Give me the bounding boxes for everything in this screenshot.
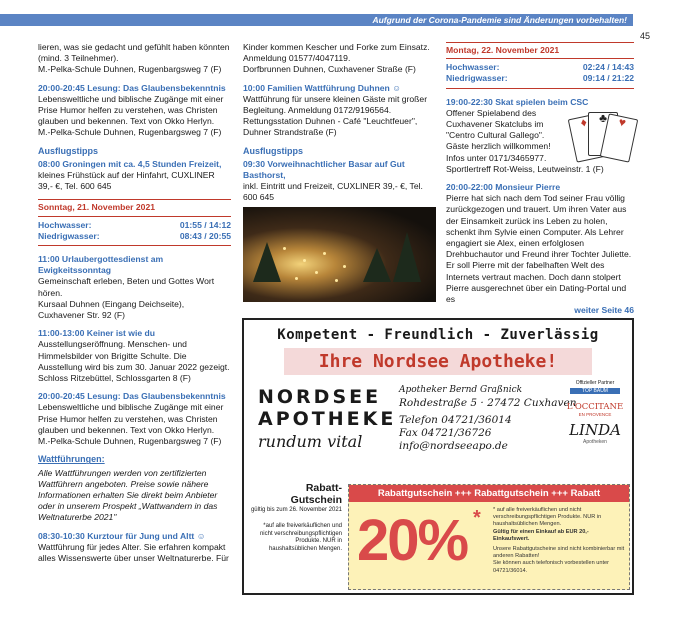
event-text: Ausstellungseröffnung. Menschen- und Himmelsbilder von Brigitte Schulte. Die Ausstellung wird bis zum 30. Januar 2022 gezeigt. bbox=[38, 339, 230, 372]
tide-row-high: Hochwasser: 02:24 / 14:43 bbox=[446, 62, 634, 73]
linda-logo: LINDA bbox=[569, 421, 621, 439]
event-text: Wattführung für jedes Alter. Sie erfahren kompakt alles Wissenswerte über unser Weltnaturerbe. Für bbox=[38, 541, 229, 563]
coupon-info: Rabatt- Gutschein gültig bis zum 26. November 2021 *auf alle freiverkäuflichen und nicht verschreibungspflichtigen Produkte. NUR in haushaltsüblichen Mengen. bbox=[250, 482, 342, 552]
discount-percent: 20% bbox=[357, 508, 468, 573]
event-title: 11:00-13:00 Keiner ist wie du bbox=[38, 328, 156, 339]
section-heading-wattfuehrungen: Wattführungen: bbox=[38, 454, 105, 465]
tide-row-low: Niedrigwasser: 08:43 / 20:55 bbox=[38, 230, 231, 241]
event-item bbox=[38, 531, 231, 565]
event-title: 20:00-20:45 Lesung: Das Glaubensbekenntnis bbox=[38, 391, 226, 402]
event-continued: Kinder kommen Kescher und Forke zum Einsatz. Anmeldung 01577/4047119. Dorfbrunnen Duhnen, Cuxhavener Straße (F) bbox=[243, 42, 430, 75]
section-heading-ausflugstipps: Ausflugstipps bbox=[38, 145, 98, 156]
event-title: 09:30 Vorweihnachtlicher Basar auf Gut Basthorst, bbox=[243, 158, 405, 181]
column-1 bbox=[38, 42, 231, 571]
event-item bbox=[38, 159, 231, 193]
event-title: 08:30-10:30 Kurztour für Jung und Altt ☺ bbox=[38, 530, 206, 541]
event-continued: lieren, was sie gedacht und gefühlt haben könnten (mind. 3 Teilnehmer). M.-Pelka-Schule Duhnen, Rugenbargsweg 7 (F) bbox=[38, 42, 230, 75]
event-location: M.-Pelka-Schule Duhnen, Rugenbargsweg 7 (F) bbox=[38, 127, 222, 138]
pharmacy-address: Apotheker Bernd Graßnick Rohdestraße 5 · 27472 Cuxhaven Telefon 04721/36014 Fax 04721/36726 info@nordseeapo.de bbox=[399, 385, 577, 452]
section-heading-ausflugstipps: Ausflugstipps bbox=[243, 145, 303, 156]
event-title: 19:00-22:30 Skat spielen beim CSC bbox=[446, 96, 589, 107]
day-heading: Sonntag, 21. November 2021 bbox=[38, 199, 231, 216]
event-location: Sportlertreff Rot-Weiss, Leutweinstr. 1 (F) bbox=[446, 163, 604, 174]
event-title: 20:00-22:00 Monsieur Pierre bbox=[446, 182, 561, 193]
christmas-market-photo bbox=[243, 207, 436, 302]
partner-brands: Offizieller Partner TOP BAUM L'OCCITANE EN PROVENCE LINDA Apotheken bbox=[564, 380, 626, 445]
event-location: Kursaal Duhnen (Eingang Deichseite), Cuxhavener Str. 92 (F) bbox=[38, 298, 185, 321]
event-title: 10:00 Familien Wattführung Duhnen ☺ bbox=[243, 82, 401, 93]
day-heading: Montag, 22. November 2021 bbox=[446, 42, 634, 59]
event-text: inkl. Eintritt und Freizeit, CUXLINER 39,- €, Tel. 600 645 bbox=[243, 181, 423, 203]
event-item bbox=[38, 391, 231, 447]
event-text: Wattführung für unsere kleinen Gäste mit großer Begleitung. Anmeldung 0172/9196564. Rettungsstation Duhnen - Café "Leuchtfeuer", Duhner Strandstraße (F) bbox=[243, 93, 428, 138]
event-text: kleines Frühstück auf der Hinfahrt, CUXLINER 39,- €, Tel. 600 645 bbox=[38, 170, 215, 192]
event-text: Lebensweltliche und biblische Zugänge mit einer Prise Humor helfen zu verstehen, was Christen glauben und bekennen. Text von Okko Herlyn. bbox=[38, 402, 224, 435]
event-item bbox=[38, 83, 231, 139]
event-location: Schloss Ritzebüttel, Schlossgarten 8 (F) bbox=[38, 373, 191, 384]
event-text: Offener Spielabend des Cuxhavener Skatclubs im "Centro Cultural Gallego". Gäste herzlich willkommen! Infos unter 0171/3465977. bbox=[446, 107, 551, 163]
discount-coupon[interactable] bbox=[348, 484, 630, 590]
playing-cards-image: ♦ ♣ ♥ bbox=[572, 110, 634, 162]
tide-row-low: Niedrigwasser: 09:14 / 21:22 bbox=[446, 73, 634, 84]
continued-link[interactable]: weiter Seite 46 bbox=[574, 305, 634, 316]
tide-table bbox=[38, 220, 231, 246]
loccitane-logo: L'OCCITANE bbox=[566, 402, 624, 412]
event-text: Lebensweltliche und biblische Zugänge mit einer Prise Humor helfen zu verstehen, was Christen glauben und bekennen. Text von Okko Herlyn. bbox=[38, 93, 224, 127]
corona-banner: Aufgrund der Corona-Pandemie sind Änderungen vorbehalten! bbox=[0, 14, 633, 26]
event-title: 08:00 Groningen mit ca. 4,5 Stunden Freizeit, bbox=[38, 158, 222, 169]
coupon-banner: Rabattgutschein +++ Rabattgutschein +++ Rabatt bbox=[349, 485, 629, 502]
coupon-terms: * auf alle freiverkäuflichen und nicht verschreibungspflichtigen Produkte. NUR in haushaltsüblichen Mengen. Gültig für einen Einkauf ab EUR 20,- Einkaufswert. Unsere Rabattgutscheine sind nicht kombinierbar mit anderen Rabatten! Sie können auch telefonisch vorbestellen unter 04721/36014. bbox=[493, 507, 625, 574]
event-item bbox=[243, 83, 436, 139]
tide-row-high: Hochwasser: 01:55 / 14:12 bbox=[38, 219, 231, 230]
event-text: Gemeinschaft erleben, Beten und Gottes Wort hören. bbox=[38, 276, 215, 298]
event-location: M.-Pelka-Schule Duhnen, Rugenbargsweg 7 (F) bbox=[38, 436, 222, 447]
asterisk: * bbox=[473, 507, 481, 529]
nordsee-apotheke-logo: NORDSEE APOTHEKE rundum vital bbox=[258, 386, 397, 451]
section-intro: Alle Wattführungen werden von zertifizierten Wattführern angeboten. Preise sowie nähere Informationen erhalten Sie direkt beim Anbieter oder in unserem Prospekt „Wattwandern in das Weltnaturerbe 2021" bbox=[38, 467, 218, 523]
event-item bbox=[38, 254, 231, 321]
event-title: 20:00-20:45 Lesung: Das Glaubensbekenntnis bbox=[38, 82, 226, 93]
event-item bbox=[446, 97, 634, 175]
pharmacy-advertisement bbox=[242, 318, 634, 595]
tide-table bbox=[446, 62, 634, 88]
ad-slogan: Kompetent - Freundlich - Zuverlässig bbox=[277, 327, 599, 343]
event-item bbox=[243, 159, 436, 204]
event-item bbox=[446, 182, 634, 316]
event-text: Pierre hat sich nach dem Tod seiner Frau völlig zurückgezogen und trauert. Um ihren Vater aus der Einsamkeit zurück ins Leben zu holen, schenkt ihm Sylvie einen Computer. Als Lehrer engagiert sie Alex, einen erfolglosen Drehbuchautor und Freund ihrer Tochter Juliette. Er soll Pierre mit der fabelhaften Welt des Internets vertraut machen. Doch dann stolpert Pierre ausgerechnet über ein Dating-Portal und es bbox=[446, 193, 632, 305]
column-3 bbox=[446, 42, 634, 316]
column-2 bbox=[243, 42, 436, 302]
event-item bbox=[38, 328, 231, 384]
event-title: 11:00 Urlaubergottesdienst am Ewigkeitssonntag bbox=[38, 254, 164, 276]
partner-badge: TOP BAUM bbox=[570, 388, 620, 394]
page-number: 45 bbox=[640, 31, 651, 41]
ad-headline: Ihre Nordsee Apotheke! bbox=[284, 348, 592, 375]
